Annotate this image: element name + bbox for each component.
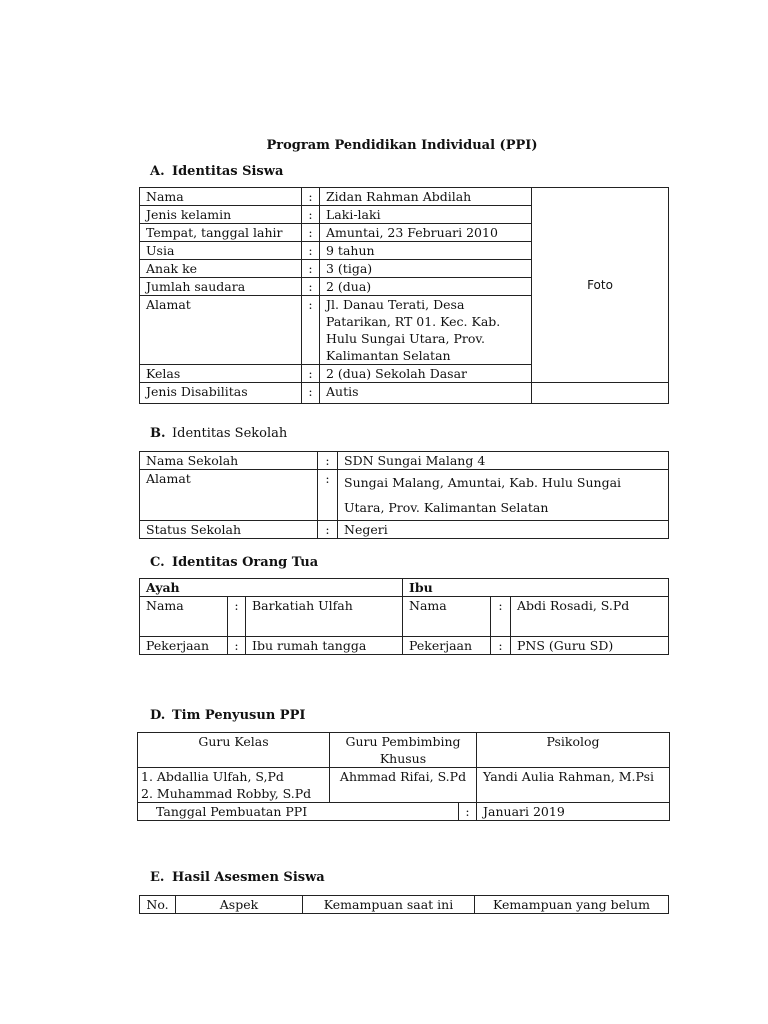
empty-cell [532,383,669,404]
psikolog-value: Yandi Aulia Rahman, M.Psi [477,768,670,803]
table-row [140,188,669,206]
assessment-table [139,895,669,914]
section-a-heading [150,164,283,179]
father-name-value: Barkatiah Ulfah [246,597,403,637]
father-job-value: Ibu rumah tangga [246,637,403,655]
header-no: No. [140,896,176,914]
table-row [140,637,669,655]
colon: : [318,470,338,521]
gpk-value: Ahmmad Rifai, S.Pd [330,768,477,803]
table-row [140,597,669,637]
school-name-value: SDN Sungai Malang 4 [338,452,669,470]
table-row [138,768,670,803]
gender-label: Jenis kelamin [140,206,302,224]
table-row [140,521,669,539]
colon: : [302,206,320,224]
birth-label: Tempat, tanggal lahir [140,224,302,242]
school-address-label: Alamat [140,470,318,521]
colon: : [491,637,511,655]
section-a-letter: A. [150,164,165,179]
table-row [140,579,669,597]
school-identity-table [139,451,669,539]
colon: : [491,597,511,637]
age-value: 9 tahun [320,242,532,260]
school-status-value: Negeri [338,521,669,539]
section-b-title: Identitas Sekolah [172,426,288,441]
section-e-heading [150,870,325,885]
header-aspek: Aspek [176,896,303,914]
guru-kelas-1: 1. Abdallia Ulfah, S,Pd [141,769,284,784]
colon: : [318,452,338,470]
father-job-label: Pekerjaan [140,637,228,655]
class-label: Kelas [140,365,302,383]
colon: : [302,224,320,242]
section-d-heading [150,708,305,723]
address-label: Alamat [140,296,302,365]
colon: : [302,365,320,383]
section-a-title: Identitas Siswa [172,164,284,179]
colon: : [228,637,246,655]
header-guru-kelas: Guru Kelas [138,733,330,768]
table-row [138,803,670,821]
colon: : [318,521,338,539]
school-name-label: Nama Sekolah [140,452,318,470]
mother-header: Ibu [403,579,669,597]
section-b-heading [150,426,287,441]
class-value: 2 (dua) Sekolah Dasar [320,365,532,383]
section-e-title: Hasil Asesmen Siswa [172,870,325,885]
date-label: Tanggal Pembuatan PPI [138,803,459,821]
document-title: Program Pendidikan Individual (PPI) [266,138,538,153]
disability-value: Autis [320,383,532,404]
siblings-value: 2 (dua) [320,278,532,296]
birth-value: Amuntai, 23 Februari 2010 [320,224,532,242]
section-d-letter: D. [150,708,166,723]
colon: : [459,803,477,821]
siblings-label: Jumlah saudara [140,278,302,296]
colon: : [302,296,320,365]
student-name-label: Nama [140,188,302,206]
table-row [138,733,670,768]
guru-kelas-2: 2. Muhammad Robby, S.Pd [141,786,312,801]
section-c-letter: C. [150,555,165,570]
photo-placeholder: Foto [532,188,669,383]
section-e-letter: E. [150,870,165,885]
school-status-label: Status Sekolah [140,521,318,539]
colon: : [302,242,320,260]
table-row [140,452,669,470]
address-value: Jl. Danau Terati, Desa Patarikan, RT 01. Kec. Kab. Hulu Sungai Utara, Prov. Kalimantan Selatan [320,296,532,365]
section-c-heading [150,555,318,570]
table-row [140,896,669,914]
father-name-label: Nama [140,597,228,637]
header-psikolog: Psikolog [477,733,670,768]
age-label: Usia [140,242,302,260]
colon: : [302,278,320,296]
colon: : [302,188,320,206]
father-header: Ayah [140,579,403,597]
student-name-value: Zidan Rahman Abdilah [320,188,532,206]
parents-identity-table [139,578,669,655]
date-value: Januari 2019 [477,803,670,821]
disability-label: Jenis Disabilitas [140,383,302,404]
header-kemampuan-belum: Kemampuan yang belum [475,896,669,914]
section-c-title: Identitas Orang Tua [172,555,319,570]
mother-name-value: Abdi Rosadi, S.Pd [511,597,669,637]
colon: : [302,383,320,404]
child-order-label: Anak ke [140,260,302,278]
gender-value: Laki-laki [320,206,532,224]
student-identity-table [139,187,669,404]
table-row [140,383,669,404]
colon: : [302,260,320,278]
section-d-title: Tim Penyusun PPI [172,708,306,723]
ppi-team-table [137,732,670,821]
mother-job-label: Pekerjaan [403,637,491,655]
colon: : [228,597,246,637]
table-row [140,470,669,521]
mother-name-label: Nama [403,597,491,637]
child-order-value: 3 (tiga) [320,260,532,278]
section-b-letter: B. [150,426,166,441]
mother-job-value: PNS (Guru SD) [511,637,669,655]
header-kemampuan-saat-ini: Kemampuan saat ini [303,896,475,914]
school-address-value: Sungai Malang, Amuntai, Kab. Hulu Sungai Utara, Prov. Kalimantan Selatan [338,470,669,521]
header-guru-pembimbing: Guru Pembimbing Khusus [330,733,477,768]
